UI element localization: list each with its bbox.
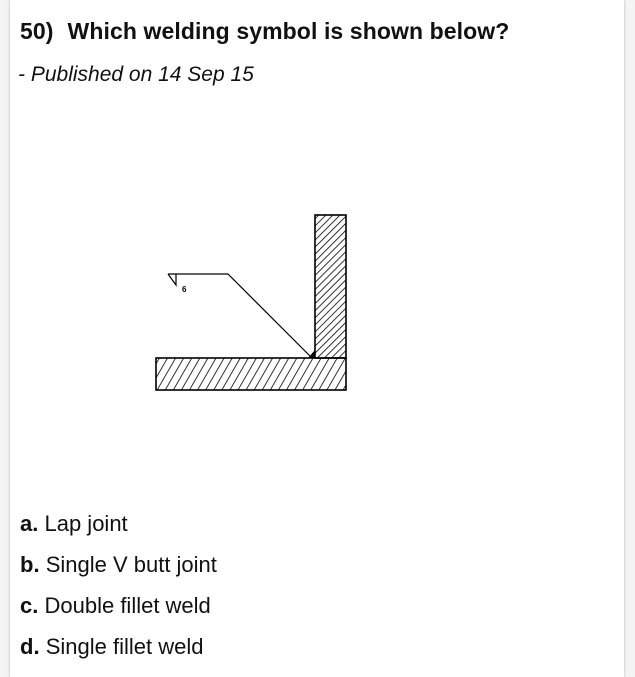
option-text: Lap joint [44, 511, 128, 536]
published-date: - Published on 14 Sep 15 [18, 63, 254, 86]
fillet-weld-bead [308, 350, 315, 358]
option-letter: b. [20, 552, 40, 577]
option-text: Single fillet weld [45, 634, 204, 659]
weld-size-label: 6 [182, 285, 187, 294]
question-number: 50) [20, 18, 54, 44]
question-text: Which welding symbol is shown below? [67, 18, 510, 44]
answer-options [20, 507, 217, 671]
vertical-plate [315, 215, 346, 358]
option-b[interactable] [20, 548, 217, 589]
option-d[interactable] [20, 630, 217, 671]
option-letter: d. [20, 634, 40, 659]
question-heading [20, 18, 509, 45]
question-card [10, 0, 624, 677]
fillet-weld-symbol [168, 274, 176, 285]
option-text: Single V butt joint [45, 552, 217, 577]
option-c[interactable] [20, 589, 217, 630]
option-a[interactable] [20, 507, 217, 548]
option-text: Double fillet weld [44, 593, 211, 618]
option-letter: c. [20, 593, 39, 618]
option-letter: a. [20, 511, 39, 536]
arrow-leader-line [168, 274, 310, 356]
horizontal-plate [156, 358, 346, 390]
